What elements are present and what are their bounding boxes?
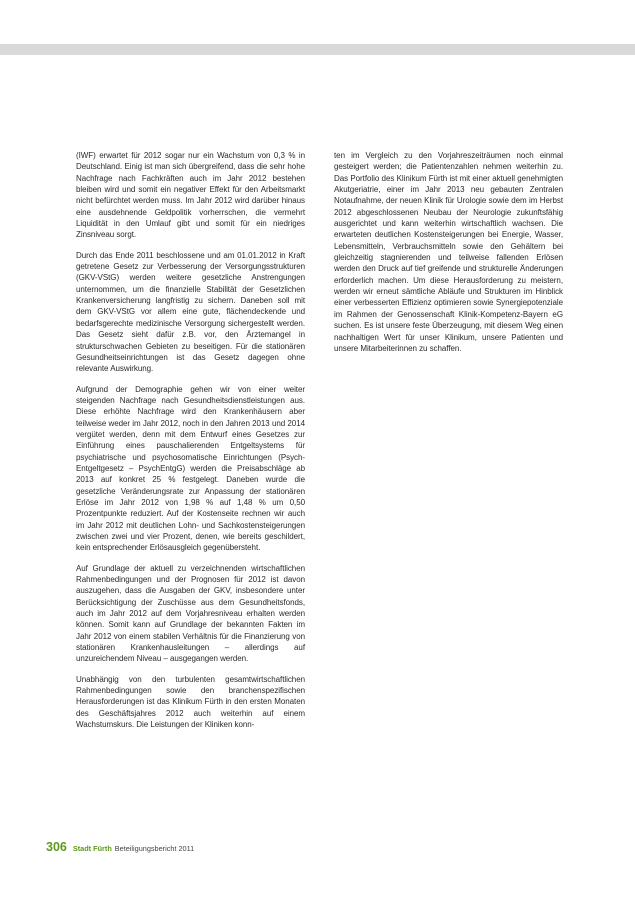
paragraph: Auf Grundlage der aktuell zu verzeichnenden wirtschaftlichen Rahmenbedingungen und der Prognosen für 2012 ist davon auszugehen, dass die Ausgaben der GKV, insbesondere unter Berücksichtigung der Zuschüsse aus dem Gesundheitsfonds, auch im Jahr 2012 auf dem Vorjahresniveau erhalten werden können. Somit kann auf Grundlage der bekannten Fakten im Jahr 2012 von einem stabilen Verhältnis für die Finanzierung von stationären Krankenhausleitungen – allerdings auf unzureichendem Niveau – ausgegangen werden.: [76, 563, 305, 664]
paragraph: Aufgrund der Demographie gehen wir von einer weiter steigenden Nachfrage nach Gesundheitsdienstleistungen aus. Diese erhöhte Nachfrage wird den Krankenhäusern aber teilweise weder im Jahr 2012, noch in den Jahren 2013 und 2014 vergütet werden, denn mit dem Entwurf eines Gesetzes zur Einführung eines pauschalierenden Entgeltsystems für psychiatrische und psychosomatische Einrichtungen (Psych-Entgeltgesetz – PsychEntgG) werden die Preisabschläge ab 2013 auf konkret 25 % festgelegt. Daneben wurde die gesetzliche Veränderungsrate zur Anpassung der stationären Erlöse im Jahr 2012 von 1,98 % auf 1,48 % um 0,50 Prozentpunkte reduziert. Auf der Kostenseite rechnen wir auch im Jahr 2012 mit deutlichen Lohn- und Sachkostensteigerungen zwischen zwei und vier Prozent, denen, wie bereits geschildert, kein entsprechender Erlösausgleich gegenübersteht.: [76, 384, 305, 553]
paragraph: ten im Vergleich zu den Vorjahreszeiträumen noch einmal gesteigert werden; die Patientenzahlen nehmen weiterhin zu. Das Portfolio des Klinikum Fürth ist mit einer aktuell genehmigten Akutgeriatrie, einer im Jahr 2013 neu gebauten Zentralen Notaufnahme, der neuen Klinik für Urologie sowie dem im Herbst 2012 abgeschlossenen Neubau der Neurologie zukunftsfähig ausgerichtet und kann weiterhin wirtschaftlich wachsen. Die erwarteten deutlichen Kostensteigerungen bei Energie, Wasser, Lebensmitteln, Verbrauchsmitteln sowie den Gehältern bei gleichzeitig stagnierenden und teilweise fallenden Erlösen werden den Druck auf tief greifende und strukturelle Änderungen erforderlich machen. Um diese Herausforderung zu meistern, werden wir erneut sämtliche Abläufe und Strukturen im Hinblick einer verbesserten Effizienz optimieren sowie Synergiepotenziale im Rahmen der Genossenschaft Klinik-Kompetenz-Bayern eG suchen. Es ist unsere feste Überzeugung, mit diesem Weg einen nachhaltigen Wert für unser Klinikum, unsere Patienten und unsere Mitarbeiterinnen zu schaffen.: [334, 151, 563, 353]
footer-publisher: Stadt Fürth: [72, 844, 112, 853]
text-column-right: [334, 150, 563, 363]
header-band: [0, 44, 635, 55]
text-column-left: [76, 150, 305, 740]
footer-report-title: Beteiligungsbericht 2011: [114, 844, 195, 853]
page-footer: [46, 840, 194, 854]
paragraph: (IWF) erwartet für 2012 sogar nur ein Wachstum von 0,3 % in Deutschland. Einig ist man sich übergreifend, dass die sehr hohe Nachfrage nach Fachkräften auch im Jahr 2012 bestehen bleiben wird und somit ein negativer Effekt für den Arbeitsmarkt nicht befürchtet werden muss. Im Jahr 2012 wird darüber hinaus eine ausdehnende Geldpolitik vorherrschen, die vermehrt Liquidität in den Umlauf gibt und somit für ein niedriges Zinsniveau sorgt.: [76, 151, 305, 240]
page-number: 306: [46, 840, 67, 854]
paragraph: Durch das Ende 2011 beschlossene und am 01.01.2012 in Kraft getretene Gesetz zur Verbesserung der Versorgungsstrukturen (GKV-VStG) werden weitere gesetzliche Anstrengungen unternommen, um die finanzielle Stabilität der Gesetzlichen Krankenversicherung langfristig zu sichern. Daneben soll mit dem GKV-VStG vor allem eine gute, flächendeckende und bedarfsgerechte medizinische Versorgung sichergestellt werden. Das Gesetz sieht dafür z.B. vor, den Ärztemangel in strukturschwachen Gebieten zu beseitigen. Für die stationären Gesundheitseinrichtungen ist das Gesetz dagegen ohne relevante Auswirkung.: [76, 250, 305, 374]
paragraph: Unabhängig von den turbulenten gesamtwirtschaftlichen Rahmenbedingungen sowie den branchenspezifischen Herausforderungen ist das Klinikum Fürth in den ersten Monaten des Geschäftsjahres 2012 auch weiterhin auf einem Wachstumskurs. Die Leistungen der Kliniken konn-: [76, 674, 305, 730]
